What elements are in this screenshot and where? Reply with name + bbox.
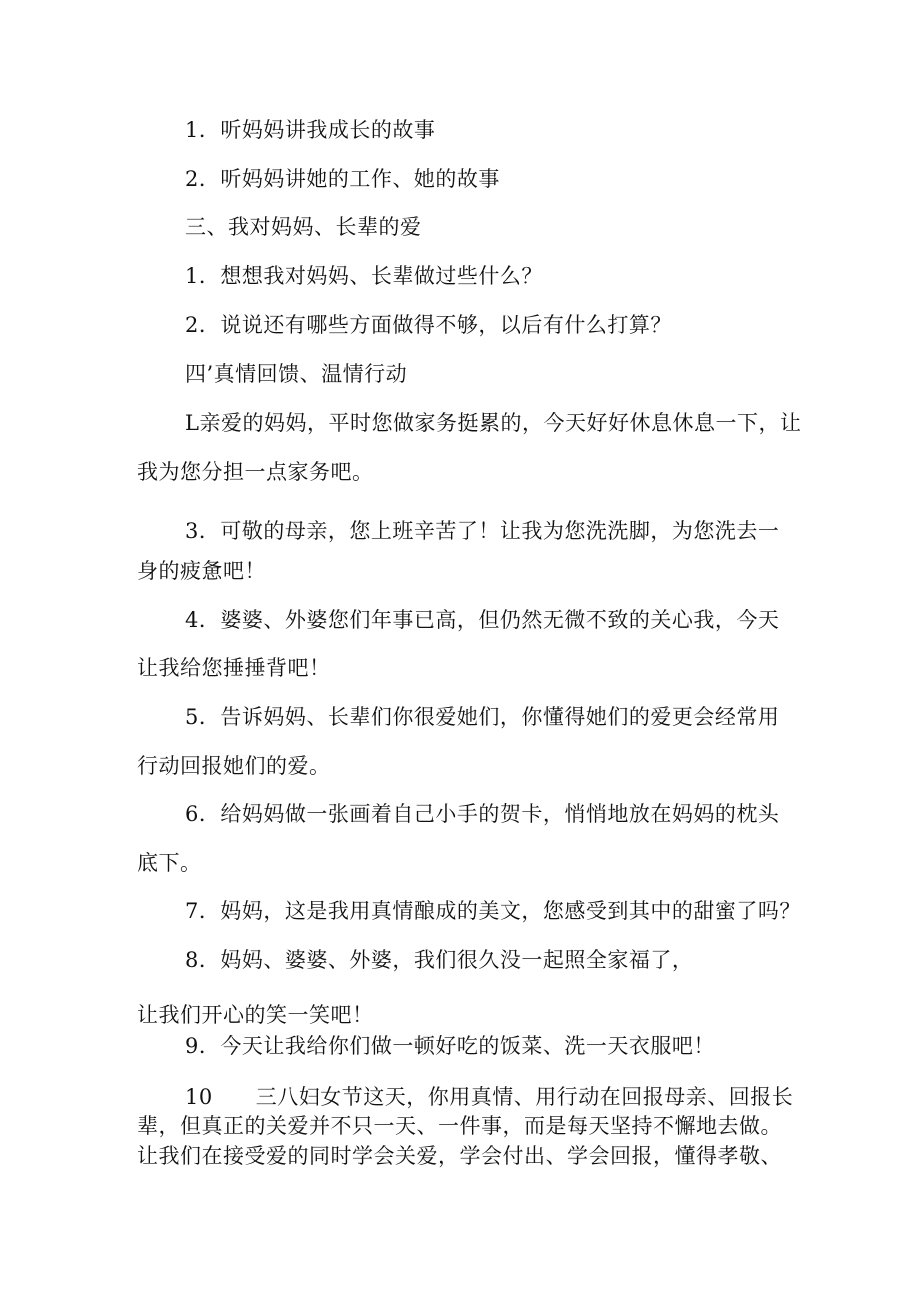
paragraph-womens-day-line-2: 辈，但真正的关爱并不只一天、一件事，而是每天坚持不懈地去做。	[137, 1114, 782, 1138]
paragraph-housework-line-2: 我为您分担一点家务吧。	[137, 460, 374, 484]
paragraph-grandma-line-1: 4．婆婆、外婆您们年事已高，但仍然无微不致的关心我，今天	[185, 608, 780, 632]
section-heading-my-love: 三、我对妈妈、长辈的爱	[185, 215, 422, 239]
paragraph-tell-love-line-1: 5．告诉妈妈、长辈们你很爱她们，你懂得她们的爱更会经常用	[185, 705, 780, 729]
paragraph-greeting-card-line-1: 6．给妈妈做一张画着自己小手的贺卡，悄悄地放在妈妈的枕头	[185, 802, 780, 826]
paragraph-tell-love-line-2: 行动回报她们的爱。	[137, 754, 331, 778]
list-item-think-what-done: 1．想想我对妈妈、长辈做过些什么？	[185, 264, 543, 288]
paragraph-greeting-card-line-2: 底下。	[137, 851, 202, 875]
paragraph-family-photo-line-1: 8．妈妈、婆婆、外婆，我们很久没一起照全家福了，	[185, 948, 694, 972]
list-item-listen-growth-story: 1．听妈妈讲我成长的故事	[185, 118, 436, 142]
paragraph-family-photo-line-2: 让我们开心的笑一笑吧！	[137, 1003, 374, 1027]
paragraph-wash-feet-line-2: 身的疲惫吧！	[137, 559, 266, 583]
paragraph-womens-day-line-1: 10 三八妇女节这天，你用真情、用行动在回报母亲、回报长	[185, 1085, 794, 1109]
list-item-listen-work-story: 2．听妈妈讲她的工作、她的故事	[185, 167, 500, 191]
list-item-what-not-enough: 2．说说还有哪些方面做得不够，以后有什么打算？	[185, 313, 672, 337]
paragraph-womens-day-line-3: 让我们在接受爱的同时学会关爱，学会付出、学会回报，懂得孝敬、	[137, 1144, 782, 1168]
paragraph-sweet-essay: 7．妈妈，这是我用真情酿成的美文，您感受到其中的甜蜜了吗？	[185, 899, 801, 923]
paragraph-cook-meal: 9．今天让我给你们做一顿好吃的饭菜、洗一天衣服吧！	[185, 1034, 715, 1058]
paragraph-wash-feet-line-1: 3．可敬的母亲，您上班辛苦了！让我为您洗洗脚，为您洗去一	[185, 519, 780, 543]
paragraph-grandma-line-2: 让我给您捶捶背吧！	[137, 656, 331, 680]
section-heading-feedback-action: 四’真情回馈、温情行动	[185, 362, 408, 386]
paragraph-housework-line-1: L亲爱的妈妈，平时您做家务挺累的，今天好好休息休息一下，让	[185, 411, 802, 435]
